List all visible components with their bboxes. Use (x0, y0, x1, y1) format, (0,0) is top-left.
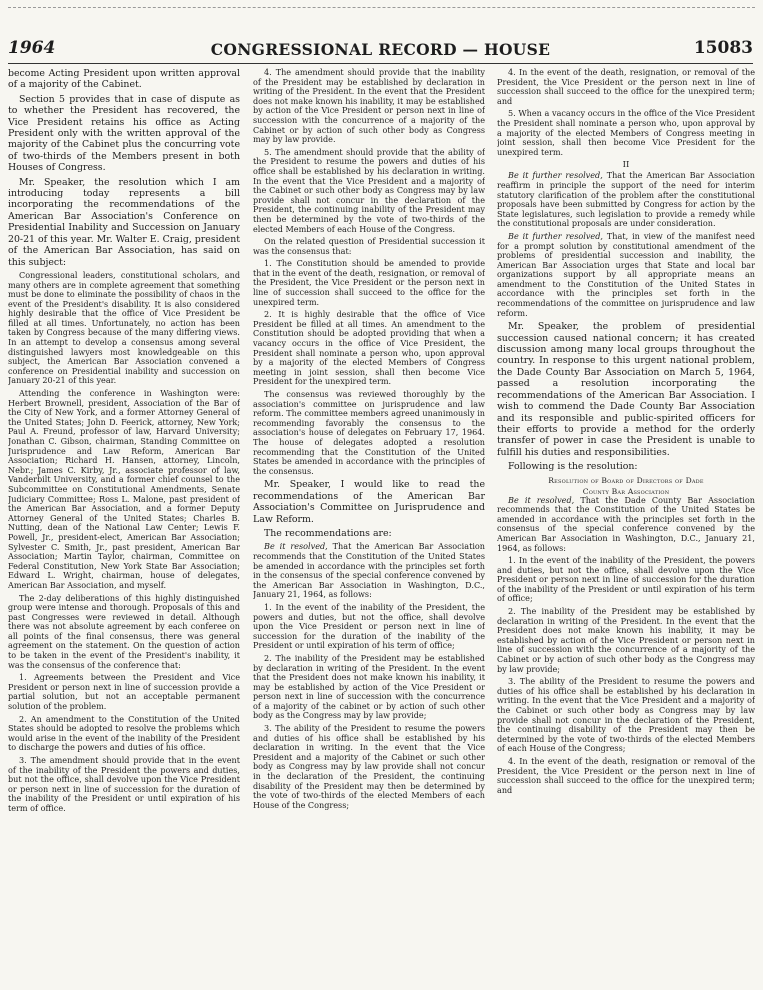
paragraph: Mr. Speaker, the resolution which I am introducing today represents a bill incorporating the recommendations of the American Bar Association's Conference on Presidential Inability and Succession on January 20-21 of this year. Mr. Walter E. Craig, president of the American Bar Association, has said on this subject: (8, 176, 240, 268)
list-item: 4. In the event of the death, resignation, or removal of the President, the Vice President or the person next in line of succession shall succeed to the office for the unexpired term; and (497, 68, 755, 106)
paragraph: The consensus was reviewed thoroughly by the association's committee on jurisprudence and law reform. The committee members agreed unanimously in recommending favorably the consensus to the association's house of delegates on February 17, 1964. The house of delegates adopted a resolution recommending that the Constitution of the United States be amended in accordance with the principles of the consensus. (253, 389, 485, 476)
list-item: 4. In the event of the death, resignation or removal of the President, the Vice President or the person next in line of succession shall succeed to the office for the unexpired term; and (497, 755, 755, 795)
resolution-text: That, in view of the manifest need for a prompt solution by constitutional amendment of the problems of presidential succession and inability, the American Bar Association urges that State and local bar organizations support by all appropriate means an amendment to the Constitution of the United States in accordance with the principles set forth in the recommendations of the committee on jurisprudence and law reform. (497, 230, 755, 318)
paragraph: Mr. Speaker, the problem of presidential succession caused national concern; it has created discussion among many local groups throughout the country. In response to this urgent national problem, the Dade County Bar Association on March 5, 1964, passed a resolution incorporating the recommendations of the American Bar Association. I wish to commend the Dade County Bar Association and its responsible and public-spirited officers for their efforts to provide a method for the orderly transfer of power in case the President is unable to fulfill his duties and responsibilities. (497, 321, 755, 458)
list-item: 2. An amendment to the Constitution of the United States should be adopted to resolve the problems which would arise in the event of the inability of the President to discharge the powers and duties of his office. (8, 713, 240, 753)
list-item: 5. The amendment should provide that the ability of the President to resume the powers and duties of his office shall be established by his declaration in writing. In the event that the Vice President and a majority of the Cabinet or such other body as Congress may by law provide shall not concur in the declaration of the President, the continuing inability of the President may then be determined by the vote of two-thirds of the elected Members of each House of the Congress. (253, 146, 485, 234)
page-title: CONGRESSIONAL RECORD — HOUSE (210, 40, 551, 59)
page-number: 15083 (693, 38, 753, 58)
resolution-lead: Be it resolved, (264, 541, 328, 552)
resolution-paragraph (497, 171, 755, 229)
section-numeral: II (622, 160, 630, 171)
resolution-text: That the American Bar Association reaffirm in principle the support of the need for interim statutory clarification of the problem after the constitutional proposals have been submitted by Congress for action by the State legislatures, such legislation to provide a remedy while the constitutional proposals are under consideration. (497, 170, 755, 229)
list-item: 2. It is highly desirable that the office of Vice President be filled at all times. An amendment to the Constitution should be adopted providing that when a vacancy occurs in the office of Vice President, the President shall nominate a person who, upon approval by a majority of the elected Members of Congress meeting in joint session, shall then become Vice President for the unexpired term. (253, 309, 485, 387)
paragraph: Following is the resolution: (508, 461, 638, 473)
quoted-paragraph: The 2-day deliberations of this highly distinguished group were intense and thorough. Proposals of this and past Congresses were reviewed in detail. Although there was not absolute agreement by each conferee on all points of the final consensus, there was general agreement on the statement. On the question of action to be taken in the event of the President's inability, it was the consensus of the conference that: (8, 592, 240, 670)
resolution-paragraph (497, 232, 755, 318)
paragraph: Mr. Speaker, I would like to read the recommendations of the American Bar Association's Committee on Jurisprudence and Law Reform. (253, 479, 485, 525)
list-item: 1. In the event of the inability of the President, the powers and duties, but not the office, shall devolve upon the Vice President or person next in line of succession for the duration of the inability of the President or until expiration of his term of office; (253, 601, 485, 651)
resolution-lead: Be it resolved, (508, 494, 575, 505)
list-item: 3. The amendment should provide that in the event of the inability of the President the powers and duties, but not the office, shall devolve upon the Vice President or person next in line of succession for the duration of the inability of the President or until expiration of his term of office. (8, 755, 240, 813)
resolution-heading-line-1: Resolution of Board of Directors of Dade (548, 475, 704, 485)
paragraph: On the related question of Presidential succession it was the consensus that: (253, 236, 485, 256)
paragraph: The recommendations are: (264, 527, 392, 539)
resolution-paragraph (253, 542, 485, 600)
list-item: 5. When a vacancy occurs in the office of the Vice President the President shall nominate a person who, upon approval by a majority of the elected Members of Congress meeting in joint session, shall then become Vice President for the unexpired term. (497, 108, 755, 157)
quoted-paragraph: Congressional leaders, constitutional scholars, and many others are in complete agreement that something must be done to eliminate the possibility of chaos in the event of the President's disability. It is also considered highly desirable that the office of Vice President be filled at all times. Unfortunately, no action has been taken by Congress because of the many differing views. In an attempt to develop a consensus among several distinguished lawyers most knowledgeable on this subject, the American Bar Association convened a conference on Presidential inability and succession on January 20-21 of this year. (8, 269, 240, 386)
column-1 (8, 68, 240, 983)
list-item: 2. The inability of the President may be established by declaration in writing of the President. In the event that the President does not make known his inability, it may be established by action of the Vice President or person next in line of succession with the concurrence of a majority of the Cabinet or by action of such other body as the Congress may by law provide; (497, 606, 755, 674)
resolution-lead: Be it further resolved, (508, 230, 603, 241)
quoted-paragraph: Attending the conference in Washington were: Herbert Brownell, president, Association of the Bar of the City of New York, and a former Attorney General of the United States; John D. Feerick, attorney, New York; Paul A. Freund, professor of law, Harvard University; Jonathan C. Gibson, chairman, Standing Committee on Jurisprudence and Law Reform, American Bar Association; Richard H. Hansen, attorney, Lincoln, Nebr.; James C. Kirby, Jr., associate professor of law, Vanderbilt University, and a former chief counsel to the Subcommittee on Constitutional Amendments, Senate Judiciary Committee; Ross L. Malone, past president of the American Bar Association, and a former Deputy Attorney General of the United States; Charles B. Nutting, dean of the National Law Center; Lewis F. Powell, Jr., president-elect, American Bar Association; Sylvester C. Smith, Jr., past president, American Bar Association; Martin Taylor, chairman, Committee on Federal Constitution, New York State Bar Association; Edward L. Wright, chairman, house of delegates, American Bar Association, and myself. (8, 388, 240, 590)
paragraph: become Acting President upon written approval of a majority of the Cabinet. (8, 68, 240, 91)
list-item: 3. The ability of the President to resume the powers and duties of his office shall be established by his declaration in writing. In the event that the Vice President and a majority of the Cabinet or such other body as Congress may by law provide shall not concur in the declaration of the President, the continuing disability of the President may then be determined by the vote of two-thirds of the elected Members of each House of the Congress; (497, 676, 755, 754)
list-item: 4. The amendment should provide that the inability of the President may be established by declaration in writing of the President. In the event that the President does not make known his inability, it may be established by action of the Vice President or person next in line of succession with the concurrence of a majority of the Cabinet or by action of such other body as Congress may by law provide. (253, 68, 485, 145)
resolution-text: That the Dade County Bar Association recommends that the Constitution of the United States be amended in accordance with the principles set forth in the consensus of the special conference convened by the American Bar Association in Washington, D.C., January 21, 1964, as follows: (497, 494, 755, 553)
list-item: 1. In the event of the inability of the President, the powers and duties, but not the office, shall devolve upon the Vice President or person next in line of succession for the duration of the inability of the President or until expiration of his term of office; (497, 555, 755, 604)
resolution-heading-line-2: County Bar Association (582, 486, 670, 496)
resolution-text: That the American Bar Association recommends that the Constitution of the United States be amended in accordance with the principles set forth in the consensus of the special conference convened by the American Bar Association in Washington, D.C., January 21, 1964, as follows: (253, 541, 485, 600)
page-year: 1964 (8, 38, 56, 58)
paragraph: Section 5 provides that in case of dispute as to whether the President has recovered, the Vice President retains his office as Acting President only with the written approval of the majority of the Cabinet plus the concurring vote of two-thirds of the Members present in both Houses of Congress. (8, 93, 240, 174)
column-3 (497, 68, 755, 983)
column-2 (253, 68, 485, 983)
top-dashed-border (8, 7, 755, 8)
header-rule (8, 63, 753, 64)
list-item: 3. The ability of the President to resume the powers and duties of his office shall be established by his declaration in writing. In the event that the Vice President and a majority of the Cabinet or such other body as Congress may by law provide shall not concur in the declaration of the President, the continuing disability of the President may then be determined by the vote of two-thirds of the elected Members of each House of the Congress; (253, 723, 485, 810)
list-item: 1. Agreements between the President and Vice President or person next in line of succession provide a partial solution, but not an acceptable permanent solution of the problem. (8, 672, 240, 712)
page-header (8, 38, 753, 60)
list-item: 2. The inability of the President may be established by declaration in writing of the President. In the event that the President does not make known his inability, it may be established by action of the Vice President or person next in line of succession with the concurrence of a majority of the cabinet or by action of such other body as the Congress may by law provide; (253, 652, 485, 721)
list-item: 1. The Constitution should be amended to provide that in the event of the death, resignation, or removal of the President, the Vice President or the person next in line of succession shall succeed to the office for the unexpired term. (253, 258, 485, 307)
resolution-lead: Be it further resolved, (508, 170, 603, 181)
resolution-paragraph (497, 496, 755, 554)
